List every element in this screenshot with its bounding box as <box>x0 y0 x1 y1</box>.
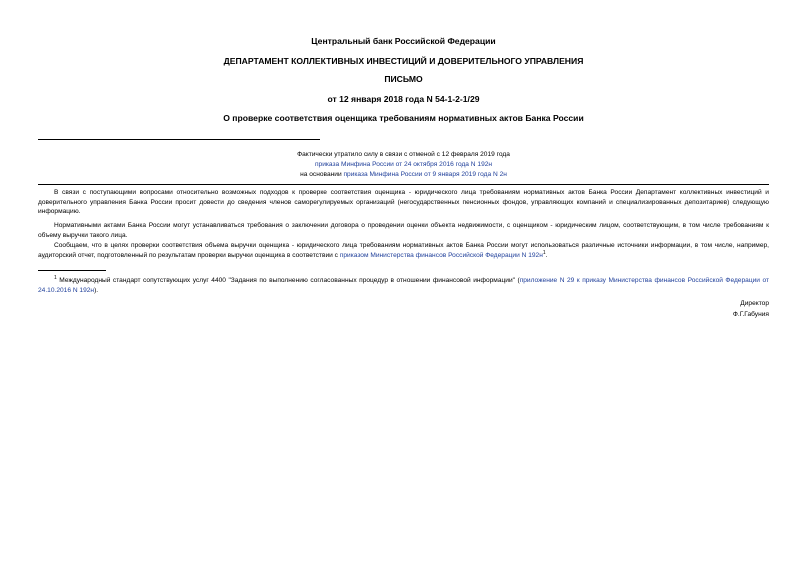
link-order-minfin-192n[interactable]: приказом Министерства финансов Российской Федерации N 192н <box>339 251 543 259</box>
document-date-number: от 12 января 2018 года N 54-1-2-1/29 <box>327 94 480 104</box>
status-note-link-order-2n[interactable]: приказа Минфина России от 9 января 2019 года N 2н <box>343 171 507 178</box>
body-paragraph-3-end: . <box>545 251 548 259</box>
body-paragraph-3-text: Сообщаем, что в целях проверки соответствия объема выручки оценщика - юридического лица требованиям нормативных актов Банка России могут использоваться различные источники информации, в том числе, например, аудиторский отчет, подготовленный по результатам проверки выручки оценщика в соответствии с <box>38 242 769 259</box>
signature-block <box>733 298 769 320</box>
footnote-divider <box>38 270 106 271</box>
document-type: ПИСЬМО <box>384 74 423 84</box>
signature-title: Директор <box>740 300 769 307</box>
footnote-text: Международный стандарт сопутствующих услуг 4400 "Задания по выполнению согласованных процедур в отношении финансовой информации" ( <box>56 277 520 284</box>
issuer-org: Центральный банк Российской Федерации <box>311 36 496 46</box>
body-paragraph-3 <box>38 241 769 260</box>
body-paragraph-1: В связи с поступающими вопросами относительно возможных подходов к проверке соответствия оценщика - юридического лица требованиям нормативных актов Банка России Департамент коллективных инвестиций и доверительного управления Банка России просит довести до сведения членов саморегулируемых организаций (негосударственных пенсионных фондов, управляющих компаний и специализированных депозитариев) следующую информацию. <box>38 189 769 215</box>
footnote-ref[interactable]: 1 <box>542 249 546 256</box>
status-note-link-order-192n[interactable]: приказа Минфина России от 24 октября 2016 года N 192н <box>314 161 493 168</box>
footnote-link-appendix-29[interactable]: приложение N 29 к приказу Министерства финансов Российской Федерации от 24.10.2016 N 192н <box>38 277 770 294</box>
body-paragraph-2: Нормативными актами Банка России могут устанавливаться требования о заключении договора о проведении оценки объекта недвижимости, с оценщиком - юридическим лицом, соответствующим, в том числе требованиям к объему выручки такого лица. <box>38 222 769 239</box>
header-divider <box>38 139 320 140</box>
footnote <box>38 276 769 296</box>
signature-name: Ф.Г.Габуния <box>732 311 769 318</box>
status-divider <box>38 184 769 185</box>
footnote-end: ). <box>94 287 99 294</box>
status-note-prefix: на основании <box>300 171 344 178</box>
issuer-department: ДЕПАРТАМЕНТ КОЛЛЕКТИВНЫХ ИНВЕСТИЦИЙ И ДОВЕРИТЕЛЬНОГО УПРАВЛЕНИЯ <box>223 56 584 66</box>
status-note-line1: Фактически утратило силу в связи с отменой с 12 февраля 2019 года <box>297 151 510 158</box>
document-subject: О проверке соответствия оценщика требованиям нормативных актов Банка России <box>223 113 584 123</box>
footnote-marker: 1 <box>54 274 57 281</box>
